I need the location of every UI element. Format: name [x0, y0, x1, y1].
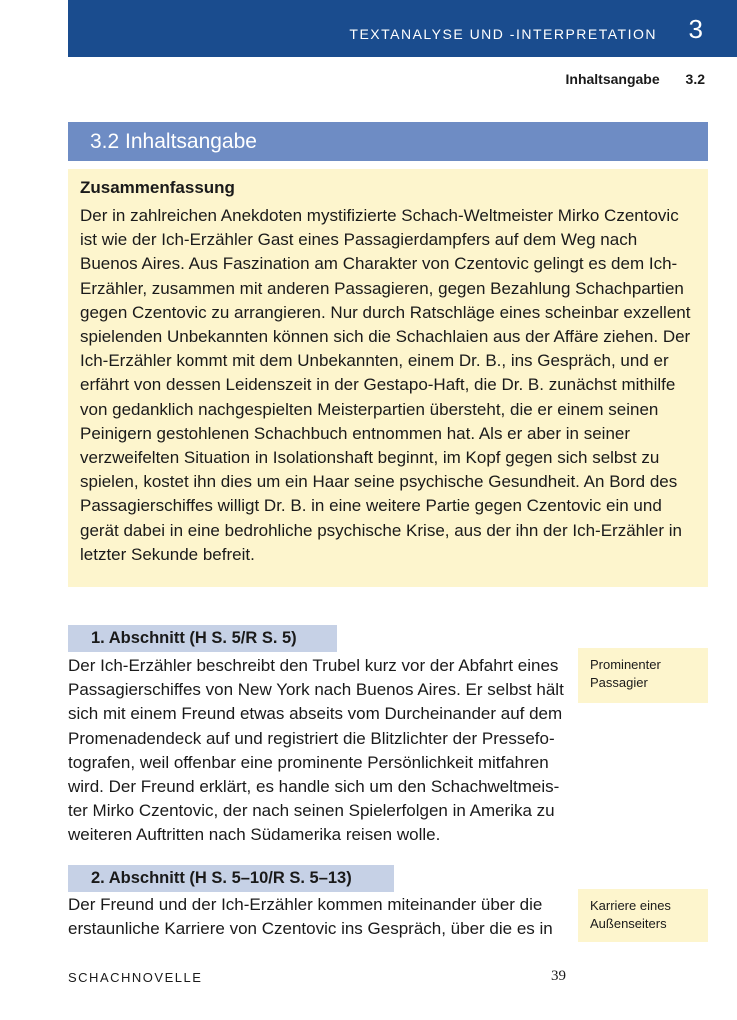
- summary-text: Der in zahlreichen Anekdoten mystifizierte Schach-Weltmeister Mirko Czentovic ist wie der Ich-Erzähler Gast eines Passagierdampfers auf dem Weg nach Buenos Aires. Aus Faszination am Charakter von Czentovic gelingt es dem Ich-Erzähler, zusammen mit anderen Passagieren, gegen Bezahlung Schachpartien gegen Czentovic zu arrangieren. Nur durch Ratschläge eines scheinbar exzellent spielenden Unbekannten können sich die Schachlaien aus der Affäre ziehen. Der Ich-Erzähler kommt mit dem Unbekannten, einem Dr. B., ins Gespräch, und er erfährt von dessen Leidenszeit in der Gestapo-Haft, die Dr. B. zunächst mithilfe von gedanklich nachgespielten Meisterpartien übersteht, die er einem seinen Peinigern gestohlenen Schachbuch entnommen hat. Als er aber in seiner verzweifelten Situation in Isolationshaft beginnt, im Kopf gegen sich selbst zu spielen, kostet ihn dies um ein Haar seine psychische Gesundheit. An Bord des Passagierschiffes willigt Dr. B. in eine weitere Partie gegen Czentovic ein und gerät dabei in eine bedrohliche psychische Krise, aus der ihn der Ich-Erzähler in letzter Sekunde befreit.: [80, 206, 691, 564]
- footer-book-title: SCHACHNOVELLE: [68, 970, 203, 985]
- margin-note-2: Karriere eines Außenseiters: [578, 889, 708, 942]
- summary-box: [68, 169, 708, 587]
- margin-note-1: Prominenter Passagier: [578, 648, 708, 703]
- running-section-header: [566, 71, 706, 87]
- footer-page-number: 39: [551, 968, 566, 984]
- abschnitt-1-text: Der Ich-Erzähler beschreibt den Trubel kurz vor der Abfahrt eines Passagierschiffes von New York nach Buenos Aires. Er selbst hält sich mit einem Freund etwas abseits vom Durcheinander auf dem Promenadendeck auf und registriert die Blitzlichter der Pressefo-tografen, weil offenbar eine prominente Persönlichkeit mitfahren wird. Der Freund erklärt, es handle sich um den Schachweltmeis-ter Mirko Czentovic, der nach seinen Spielerfolgen in Amerika zu weiteren Auftritten nach Südamerika reisen wolle.: [68, 656, 564, 845]
- abschnitt-2-heading: 2. Abschnitt (H S. 5–10/R S. 5–13): [68, 865, 394, 892]
- chapter-header-bar: [68, 0, 737, 57]
- abschnitt-1-heading: 1. Abschnitt (H S. 5/R S. 5): [68, 625, 337, 652]
- running-section-number: 3.2: [685, 71, 705, 87]
- running-section-label: Inhaltsangabe: [565, 71, 660, 87]
- abschnitt-2-text: Der Freund und der Ich-Erzähler kommen miteinander über die erstaunliche Karriere von Czentovic ins Gespräch, über die es in: [68, 895, 553, 939]
- chapter-number: 3: [688, 14, 703, 44]
- section-title: 3.2 Inhaltsangabe: [68, 122, 708, 161]
- summary-title: Zusammenfassung: [80, 178, 235, 197]
- chapter-title: TEXTANALYSE UND -INTERPRETATION: [349, 26, 657, 42]
